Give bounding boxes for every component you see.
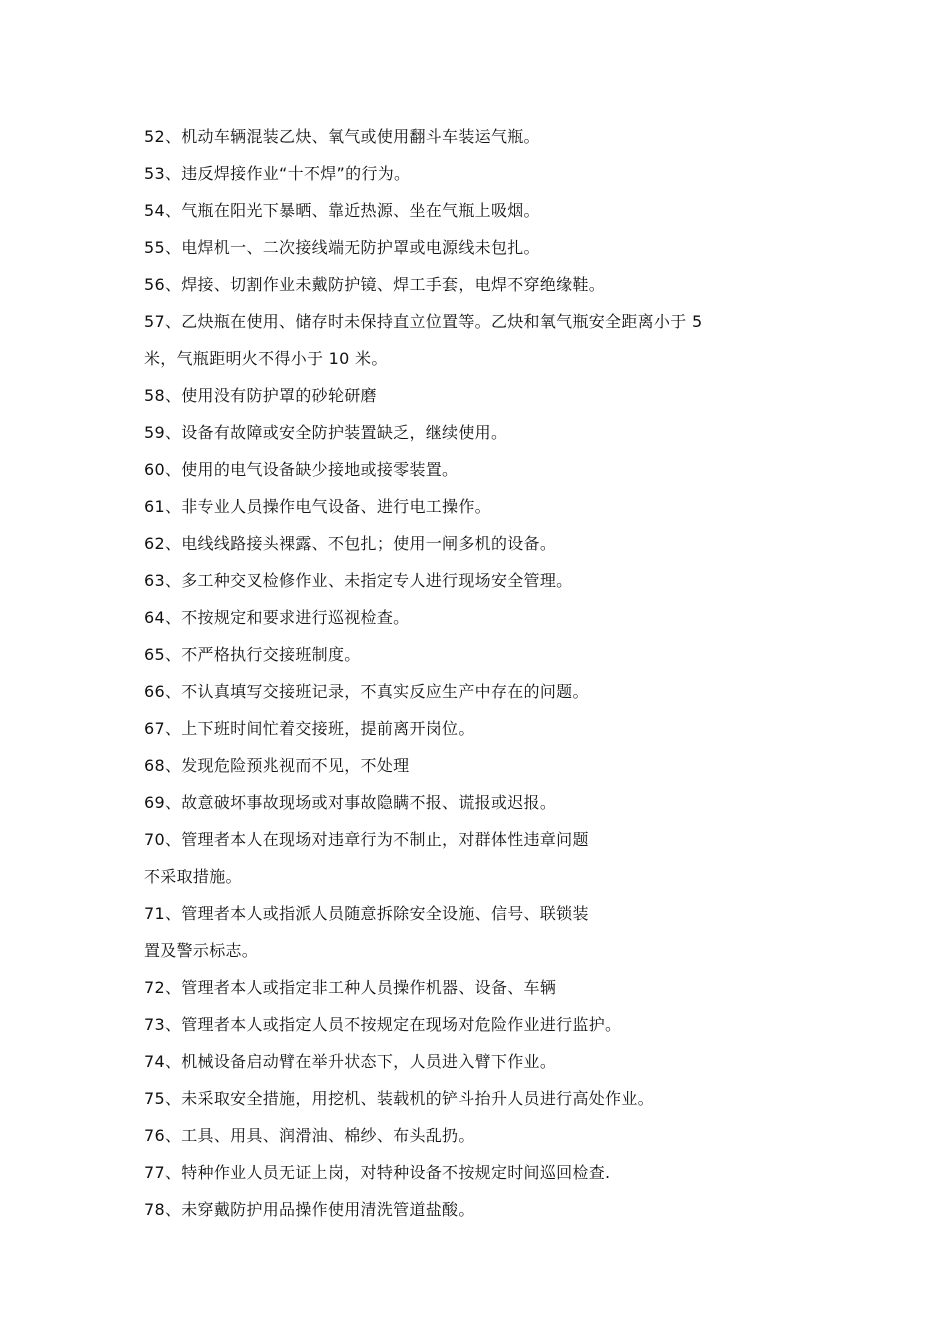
list-item: 66、不认真填写交接班记录，不真实反应生产中存在的问题。 [144,682,589,701]
list-item: 68、发现危险预兆视而不见，不处理 [144,756,410,775]
list-item-continuation: 米，气瓶距明火不得小于 10 米。 [144,349,388,368]
list-item: 77、特种作业人员无证上岗，对特种设备不按规定时间巡回检查. [144,1163,611,1182]
list-item: 73、管理者本人或指定人员不按规定在现场对危险作业进行监护。 [144,1015,622,1034]
list-item: 57、乙炔瓶在使用、储存时未保持直立位置等。乙炔和氧气瓶安全距离小于 5 [144,312,703,331]
list-item: 70、管理者本人在现场对违章行为不制止，对群体性违章问题 [144,830,589,849]
list-item: 54、气瓶在阳光下暴晒、靠近热源、坐在气瓶上吸烟。 [144,201,540,220]
list-item: 53、违反焊接作业“十不焊”的行为。 [144,164,411,183]
list-item: 76、工具、用具、润滑油、棉纱、布头乱扔。 [144,1126,475,1145]
list-item: 55、电焊机一、二次接线端无防护罩或电源线未包扎。 [144,238,540,257]
list-item: 75、未采取安全措施，用挖机、装载机的铲斗抬升人员进行高处作业。 [144,1089,654,1108]
list-item: 59、设备有故障或安全防护装置缺乏，继续使用。 [144,423,508,442]
list-item-continuation: 不采取措施。 [144,867,242,886]
list-item: 67、上下班时间忙着交接班，提前离开岗位。 [144,719,475,738]
list-item: 71、管理者本人或指派人员随意拆除安全设施、信号、联锁装 [144,904,589,923]
list-item: 78、未穿戴防护用品操作使用清洗管道盐酸。 [144,1200,475,1219]
list-item: 65、不严格执行交接班制度。 [144,645,361,664]
list-item: 58、使用没有防护罩的砂轮研磨 [144,386,377,405]
list-item: 60、使用的电气设备缺少接地或接零装置。 [144,460,459,479]
list-item: 56、焊接、切割作业未戴防护镜、焊工手套，电焊不穿绝缘鞋。 [144,275,606,294]
list-item: 74、机械设备启动臂在举升状态下，人员进入臂下作业。 [144,1052,557,1071]
list-item-continuation: 置及警示标志。 [144,941,259,960]
list-item: 62、电线线路接头裸露、不包扎；使用一闸多机的设备。 [144,534,557,553]
list-item: 72、管理者本人或指定非工种人员操作机器、设备、车辆 [144,978,557,997]
list-item: 52、机动车辆混装乙炔、氧气或使用翻斗车装运气瓶。 [144,127,540,146]
list-item: 61、非专业人员操作电气设备、进行电工操作。 [144,497,491,516]
document-body [144,124,824,1234]
list-item: 69、故意破坏事故现场或对事故隐瞒不报、谎报或迟报。 [144,793,557,812]
list-item: 64、不按规定和要求进行巡视检查。 [144,608,410,627]
list-item: 63、多工种交叉检修作业、未指定专人进行现场安全管理。 [144,571,573,590]
